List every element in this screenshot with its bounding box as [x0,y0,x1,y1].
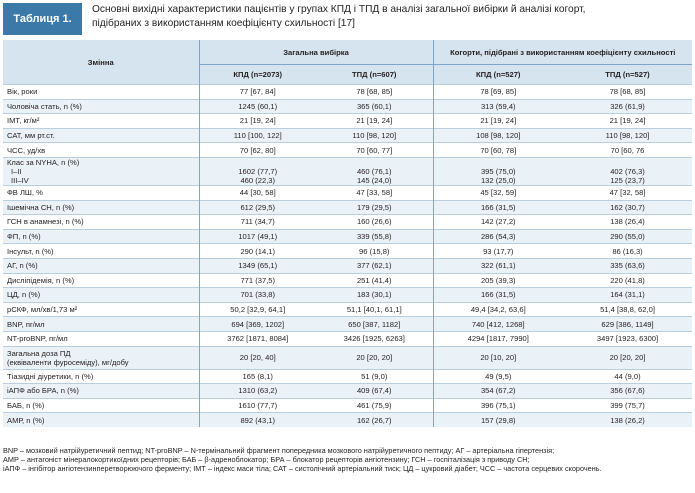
cell-total-kpd [199,413,316,428]
cell-cohort-kpd [433,99,563,114]
cell-total-kpd [199,99,316,114]
cell-value: 78 [68, 85] [609,87,646,97]
cell-value: 162 (26,7) [356,415,392,425]
cell-value: 86 (16,3) [612,246,643,256]
cell-total-kpd [199,331,316,346]
row-label [3,229,199,244]
cell-spacer [318,158,431,167]
cell-value: 694 [369, 1202] [231,319,285,329]
cell-total-kpd [199,128,316,143]
row-label-line: Ішемічна СН, n (%) [7,202,75,212]
header-cohort-kpd: КПД (n=527) [433,65,563,85]
cell-cohort-tpd [563,302,692,317]
row-label-line: рСКФ, мл/хв/1,73 м² [7,305,78,315]
cell-value: 166 (31,5) [480,290,516,300]
header-total-tpd: ТПД (n=607) [316,65,433,85]
row-label-line: NT-proBNP, пг/мл [7,334,68,344]
cell-cohort-kpd [433,288,563,303]
cell-value: 460 (22,3) [240,175,276,185]
cell-total-kpd [199,258,316,273]
row-label-line: САТ, мм рт.ст. [7,131,55,141]
cell-value: 96 (15,8) [359,246,390,256]
table-row [3,258,692,273]
cell-value: 110 [98, 120] [605,131,650,141]
cell-total-tpd [316,85,433,100]
cell-value: 356 (67,6) [610,386,645,396]
table-body [3,85,692,428]
cell-value: 20 [10, 20] [480,353,517,362]
cell-total-kpd [199,288,316,303]
header-group-total: Загальна вибірка [199,40,433,65]
row-label-line: ЦД, n (%) [7,290,41,300]
row-label-line: ІМТ, кг/м² [7,116,40,126]
cell-cohort-tpd [563,85,692,100]
table-row [3,99,692,114]
cell-value: 93 (17,7) [483,246,514,256]
row-label-line: іАПФ або БРА, n (%) [7,386,79,396]
row-label [3,288,199,303]
cell-total-tpd [316,128,433,143]
cell-cohort-kpd [433,413,563,428]
cell-total-kpd [199,85,316,100]
cell-value: 1610 (77,7) [238,400,278,410]
cell-cohort-tpd [563,317,692,332]
cell-value: 461 (75,9) [356,400,392,410]
row-label [3,99,199,114]
row-label [3,114,199,129]
cell-value: 77 [67, 84] [239,87,276,97]
cell-value: 20 [20, 20] [609,353,646,362]
cell-value: 45 [32, 59] [480,188,517,198]
table-caption [0,0,695,38]
footnote-line-2: АМР – антагоніст мінералокортикоїдних рецепторів; БАБ – β-адреноблокатор; БРА – блокатор рецепторів ангіотензину; ГСН – госпіталізація з приводу СН; [3,455,530,465]
cell-value: 286 (54,3) [480,232,516,242]
cell-total-kpd [199,398,316,413]
header-row-groups [3,40,692,65]
cell-value: 138 (26,4) [610,217,645,227]
cell-value: 740 [412, 1268] [471,319,525,329]
row-label-line: ЧСС, уд/хв [7,145,46,155]
cell-value: 409 (67,4) [356,386,392,396]
cell-total-kpd [199,369,316,384]
cell-value: 629 [386, 1149] [601,319,654,329]
cell-cohort-tpd [563,346,692,369]
cell-value: 1310 (63,2) [238,386,278,396]
cell-total-tpd [316,369,433,384]
cell-total-tpd [316,114,433,129]
cell-total-kpd [199,215,316,230]
cell-spacer [202,158,315,167]
cell-value: 125 (23,7) [610,175,645,185]
cell-value: 4294 [1817, 7990] [467,334,529,344]
table-row [3,346,692,369]
cell-value: 354 (67,2) [480,386,516,396]
cell-cohort-kpd [433,317,563,332]
cell-value: 290 (55,0) [610,232,645,242]
cell-value: 20 [20, 40] [239,353,276,362]
cell-value: 44 [30, 58] [239,188,276,198]
row-label-line: ФВ ЛШ, % [7,188,43,198]
cell-value: 377 (62,1) [356,261,392,271]
cell-cohort-kpd [433,369,563,384]
row-label-line: Інсульт, n (%) [7,246,54,256]
table-number-badge: Таблиця 1. [3,3,82,35]
header-group-cohort: Когорти, підібрані з використанням коефіцієнту схильності [433,40,692,65]
cell-total-tpd [316,398,433,413]
table-row [3,331,692,346]
cell-value: 44 (9,0) [614,371,641,381]
table-row [3,229,692,244]
row-label [3,273,199,288]
cell-total-kpd [199,157,316,185]
table-title [92,3,690,31]
cell-value: 165 (8,1) [242,371,273,381]
row-label-line: III–IV [11,175,29,185]
row-label [3,215,199,230]
cell-total-tpd [316,384,433,399]
cell-total-tpd [316,331,433,346]
row-label [3,128,199,143]
cell-cohort-tpd [563,244,692,259]
cell-value: 322 (61,1) [480,261,516,271]
cell-total-tpd [316,200,433,215]
cell-cohort-kpd [433,128,563,143]
table-row [3,317,692,332]
row-label-line: Вік, роки [7,87,38,97]
cell-total-kpd [199,143,316,158]
characteristics-table [3,40,692,427]
cell-value: 205 (39,3) [480,275,516,285]
cell-total-kpd [199,185,316,200]
cell-total-kpd [199,317,316,332]
cell-total-kpd [199,346,316,369]
cell-total-tpd [316,99,433,114]
cell-total-tpd [316,346,433,369]
cell-value: 1349 (65,1) [238,261,278,271]
cell-cohort-kpd [433,258,563,273]
row-label [3,369,199,384]
cell-total-tpd [316,317,433,332]
cell-value: 21 [19, 24] [239,116,276,126]
cell-value: 142 (27,2) [480,217,516,227]
table-row [3,200,692,215]
row-label-line: АМР, n (%) [7,415,45,425]
cell-value: 1245 (60,1) [238,101,278,111]
table-row [3,273,692,288]
cell-value: 220 (41,8) [610,275,645,285]
row-label [3,85,199,100]
cell-cohort-kpd [433,331,563,346]
cell-value: 70 [62, 80] [239,145,276,155]
cell-cohort-kpd [433,200,563,215]
cell-value: 399 (75,7) [610,400,645,410]
cell-total-tpd [316,258,433,273]
row-label-line: АГ, n (%) [7,261,38,271]
cell-value: 51 (9,0) [361,371,388,381]
cell-value: 162 (30,7) [610,202,645,212]
cell-total-tpd [316,157,433,185]
cell-value: 179 (29,5) [356,202,392,212]
row-label-line: (еквіваленти фуросеміду), мг/добу [7,357,129,367]
table-header [3,40,692,85]
cell-cohort-kpd [433,302,563,317]
cell-spacer [565,158,690,167]
cell-total-tpd [316,143,433,158]
table-row [3,143,692,158]
cell-total-kpd [199,302,316,317]
table-row [3,185,692,200]
row-label-line: Дисліпідемія, n (%) [7,275,75,285]
cell-value: 183 (30,1) [356,290,392,300]
cell-value: 110 [100, 122] [233,131,282,141]
cell-value: 3426 [1925, 6263] [343,334,405,344]
cell-value: 335 (63,6) [610,261,645,271]
table-row [3,85,692,100]
cell-cohort-tpd [563,384,692,399]
cell-total-tpd [316,229,433,244]
cell-value: 365 (60,1) [356,101,392,111]
cell-value: 892 (43,1) [240,415,276,425]
cell-cohort-tpd [563,99,692,114]
table-title-line-2: підібраних з використанням коефіцієнту схильності [17] [92,18,355,29]
cell-total-tpd [316,185,433,200]
header-cohort-tpd: ТПД (n=527) [563,65,692,85]
cell-cohort-tpd [563,215,692,230]
cell-value: 650 [387, 1182] [348,319,401,329]
cell-value: 3762 [1871, 8084] [227,334,289,344]
row-label [3,346,199,369]
row-label [3,258,199,273]
cell-total-tpd [316,273,433,288]
cell-cohort-tpd [563,143,692,158]
characteristics-table-wrapper [3,40,692,427]
cell-cohort-kpd [433,215,563,230]
row-label [3,302,199,317]
cell-cohort-kpd [433,143,563,158]
cell-value: 21 [19, 24] [356,116,393,126]
table-row [3,302,692,317]
cell-value: 326 (61,9) [610,101,645,111]
table-row [3,157,692,185]
cell-value: 460 (76,1) [356,166,392,176]
cell-value: 612 (29,5) [240,202,276,212]
cell-total-kpd [199,200,316,215]
table-row [3,244,692,259]
table-row [3,369,692,384]
cell-value: 49 (9,5) [485,371,512,381]
cell-total-tpd [316,302,433,317]
cell-value: 47 [33, 58] [356,188,393,198]
cell-value: 50,2 [32,9, 64,1] [230,305,286,315]
cell-value: 49,4 [34,2, 63,6] [470,305,526,315]
cell-total-kpd [199,273,316,288]
cell-cohort-kpd [433,229,563,244]
cell-cohort-kpd [433,157,563,185]
table-row [3,288,692,303]
table-title-line-1: Основні вихідні характеристики пацієнтів у групах КПД і ТПД в аналізі загальної вибірки й аналізі когорт, [92,4,586,15]
footnote-line-3: іАПФ – інгібітор ангіотензинперетворюючого ферменту; ІМТ – індекс маси тіла; САТ – систолічний артеріальний тиск; ЦД – цукровий діабет; ЧСС – частота серцевих скорочень. [3,464,602,474]
cell-cohort-tpd [563,185,692,200]
cell-value: 21 [19, 24] [609,116,646,126]
cell-value: 70 [60, 78] [480,145,517,155]
table-row [3,398,692,413]
cell-cohort-kpd [433,185,563,200]
cell-value: 110 [98, 120] [352,131,397,141]
row-label [3,143,199,158]
row-label-line: БАБ, n (%) [7,400,45,410]
cell-total-kpd [199,114,316,129]
cell-cohort-tpd [563,413,692,428]
cell-cohort-kpd [433,85,563,100]
cell-total-tpd [316,244,433,259]
cell-value: 164 (31,1) [610,290,645,300]
cell-value: 47 [32, 58] [609,188,646,198]
cell-cohort-tpd [563,331,692,346]
cell-cohort-kpd [433,398,563,413]
cell-value: 1602 (77,7) [238,166,278,176]
cell-spacer [436,158,562,167]
cell-value: 70 [60, 76 [610,145,645,155]
cell-value: 701 (33,8) [240,290,276,300]
cell-value: 21 [19, 24] [480,116,517,126]
table-row [3,215,692,230]
cell-total-tpd [316,288,433,303]
footnote-line-1: BNP – мозковий натрійуретичний пептид; NT-proBNP – N-термінальний фрагмент попередника мозкового натрійуретичного пептиду; АГ – артеріальна гіпертензія; [3,446,555,455]
cell-cohort-tpd [563,200,692,215]
row-label-line: ГСН в анамнезі, n (%) [7,217,84,227]
row-label-line: Тіазидні діуретики, n (%) [7,371,94,381]
cell-value: 138 (26,2) [610,415,645,425]
cell-cohort-tpd [563,258,692,273]
cell-cohort-kpd [433,244,563,259]
cell-value: 20 [20, 20] [356,353,393,362]
cell-cohort-tpd [563,288,692,303]
cell-cohort-tpd [563,369,692,384]
row-label [3,185,199,200]
cell-total-kpd [199,229,316,244]
cell-value: 51,4 [38,8, 62,0] [600,305,655,315]
cell-value: 290 (14,1) [240,246,276,256]
header-indicator: Змінна [3,40,199,85]
cell-cohort-kpd [433,384,563,399]
table-row [3,384,692,399]
cell-value: 70 [60, 77] [356,145,393,155]
table-footnotes [3,446,692,474]
cell-value: 132 (25,0) [480,175,516,185]
cell-cohort-tpd [563,229,692,244]
cell-total-tpd [316,413,433,428]
table-row [3,114,692,129]
cell-cohort-tpd [563,273,692,288]
row-label [3,200,199,215]
table-row [3,128,692,143]
cell-value: 395 (75,0) [480,166,516,176]
cell-value: 1017 (49,1) [238,232,278,242]
cell-value: 160 (26,6) [356,217,392,227]
cell-value: 711 (34,7) [240,217,275,227]
cell-cohort-tpd [563,128,692,143]
cell-value: 78 [68, 85] [356,87,393,97]
row-label [3,244,199,259]
cell-cohort-tpd [563,157,692,185]
row-label-line: Чоловіча стать, n (%) [7,101,82,111]
cell-total-kpd [199,244,316,259]
cell-value: 78 [69, 85] [480,87,517,97]
cell-total-kpd [199,384,316,399]
row-label-line: Клас за NYHA, n (%) [7,157,80,167]
cell-cohort-kpd [433,346,563,369]
header-total-kpd: КПД (n=2073) [199,65,316,85]
row-label [3,317,199,332]
cell-total-tpd [316,215,433,230]
row-label [3,331,199,346]
cell-value: 3497 [1923, 6300] [596,334,659,344]
cell-value: 51,1 [40,1, 61,1] [346,305,402,315]
cell-value: 771 (37,5) [240,275,276,285]
cell-cohort-tpd [563,398,692,413]
cell-value: 251 (41,4) [356,275,392,285]
cell-value: 396 (75,1) [480,400,516,410]
table-row [3,413,692,428]
cell-value: 157 (29,8) [480,415,516,425]
row-label-line: BNP, пг/мл [7,319,45,329]
cell-value: 339 (55,8) [356,232,392,242]
row-label [3,413,199,428]
row-label-line: I–II [11,166,22,176]
cell-value: 166 (31,5) [480,202,516,212]
cell-value: 108 [98, 120] [476,131,521,141]
row-label [3,398,199,413]
row-label-line: Загальна доза ПД [7,348,71,358]
cell-value: 145 (24,0) [356,175,392,185]
cell-cohort-kpd [433,273,563,288]
row-label-line: ФП, n (%) [7,232,41,242]
cell-cohort-tpd [563,114,692,129]
row-label [3,384,199,399]
row-label [3,157,199,185]
cell-value: 313 (59,4) [480,101,516,111]
cell-value: 402 (76,3) [610,166,645,176]
cell-cohort-kpd [433,114,563,129]
